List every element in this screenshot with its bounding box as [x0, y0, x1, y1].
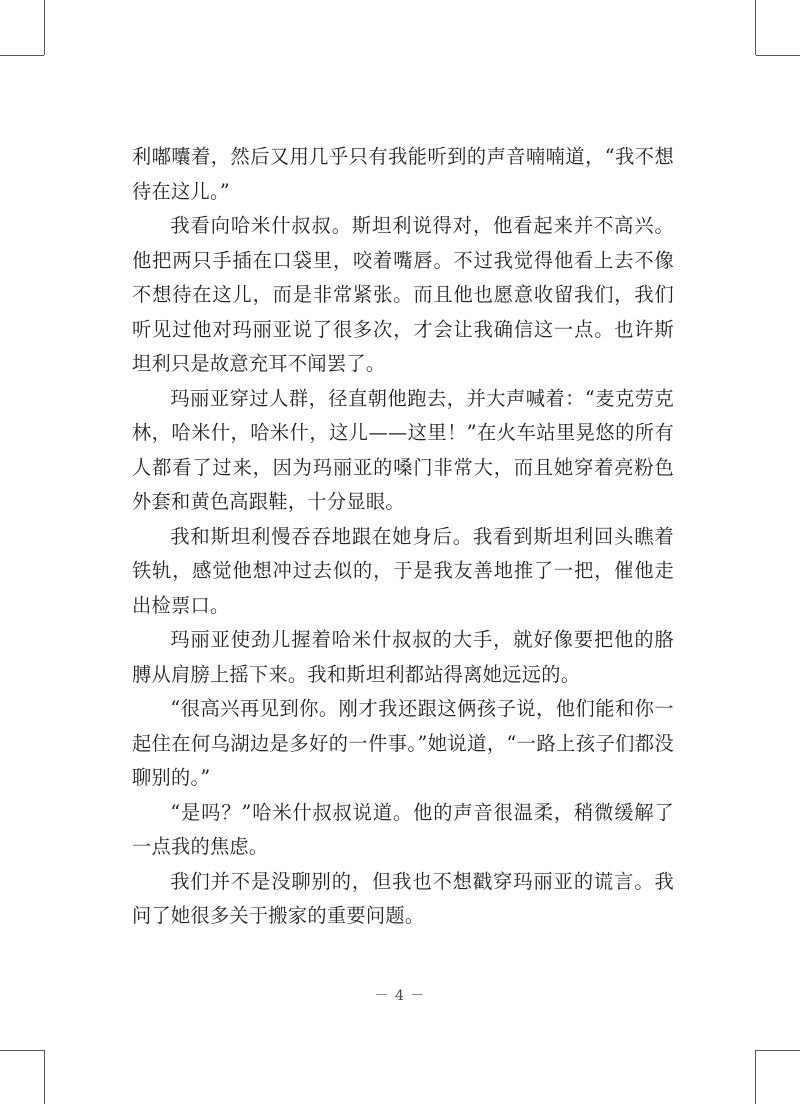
crop-mark-top-left-vertical: [44, 0, 45, 55]
paragraph: 我看向哈米什叔叔。斯坦利说得对，他看起来并不高兴。他把两只手插在口袋里，咬着嘴唇。不过我觉得他看上去不像不想待在这儿，而是非常紧张。而且他也愿意收留我们，我们听见过他对玛丽亚说了很多次，才会让我确信这一点。也许斯坦利只是故意充耳不闻罢了。: [132, 214, 674, 375]
crop-mark-bottom-left-horizontal: [0, 1050, 44, 1051]
paragraph: 我们并不是没聊别的，但我也不想戳穿玛丽亚的谎言。我问了她很多关于搬家的重要问题。: [132, 869, 674, 927]
paragraph: “很高兴再见到你。刚才我还跟这俩孩子说，他们能和你一起住在何乌湖边是多好的一件事。”她说道，“一路上孩子们都没聊别的。”: [132, 697, 674, 789]
crop-mark-top-left-horizontal: [0, 55, 44, 56]
paragraph: 我和斯坦利慢吞吞地跟在她身后。我看到斯坦利回头瞧着铁轨，感觉他想冲过去似的，于是我友善地推了一把，催他走出检票口。: [132, 524, 674, 617]
paragraph: 玛丽亚穿过人群，径直朝他跑去，并大声喊着：“麦克劳克林，哈米什，哈米什，这儿——这里！”在火车站里晃悠的所有人都看了过来，因为玛丽亚的嗓门非常大，而且她穿着亮粉色外套和黄色高跟鞋，十分显眼。: [132, 386, 674, 513]
paragraph: 利嘟囔着，然后又用几乎只有我能听到的声音喃喃道，“我不想待在这儿。”: [132, 145, 674, 203]
body-text: [132, 140, 674, 934]
crop-mark-top-right-vertical: [755, 0, 756, 55]
crop-mark-bottom-right-horizontal: [756, 1050, 800, 1051]
crop-mark-bottom-left-vertical: [44, 1050, 45, 1104]
paragraph: 玛丽亚使劲儿握着哈米什叔叔的大手，就好像要把他的胳膊从肩膀上摇下来。我和斯坦利都站得离她远远的。: [132, 628, 674, 686]
page-number: － 4 －: [374, 988, 426, 1004]
crop-mark-bottom-right-vertical: [755, 1050, 756, 1104]
crop-mark-top-right-horizontal: [756, 55, 800, 56]
paragraph: “是吗？”哈米什叔叔说道。他的声音很温柔，稍微缓解了一点我的焦虑。: [132, 800, 674, 858]
